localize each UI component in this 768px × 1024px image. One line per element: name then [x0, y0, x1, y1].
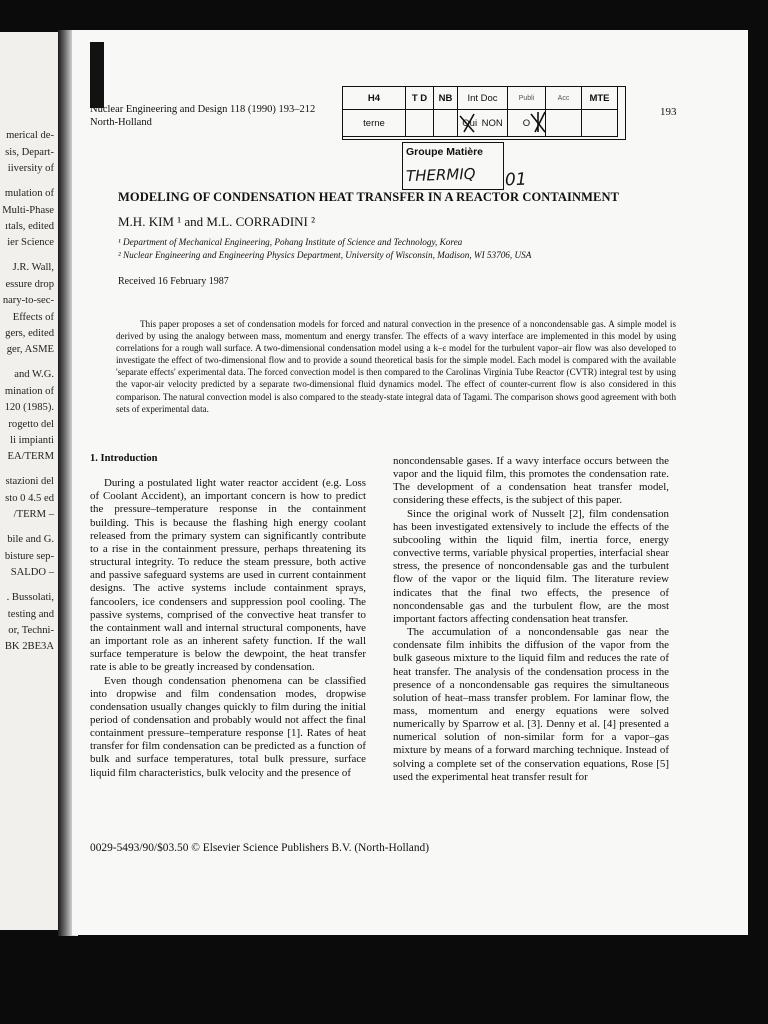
paragraph: Since the original work of Nusselt [2], film condensation has been investigated extensively to include the effects of the subcooling within the liquid film, inertia force, energy convective terms, variable physical properties, interfacial shear stress, the presence of noncondensable gas and the turbulent flow of the vapor or the liquid film. The literature review indicates that the final two effects, the presence of noncondensable gas and the turbulent flow, are the most important factors affecting condensation heat transfer. — [393, 507, 669, 625]
scan-binding-shadow — [90, 42, 104, 108]
adjacent-page-line: iiversity of — [7, 163, 54, 174]
adjacent-page-line: and W.G. — [14, 369, 54, 380]
adjacent-page-line: testing and — [7, 609, 54, 620]
adjacent-page-line: . Bussolati, — [6, 592, 54, 603]
groupe-matiere-label: Groupe Matière — [406, 146, 484, 158]
paragraph: During a postulated light water reactor accident (e.g. Loss of Coolant Accident), an important concern is how to predict the pressure–temperature response in the containment building. This is because the flashing high energy coolant released from the primary system can significantly contribute to a rise in the containment pressure, perhaps threatening its structural integrity. To reduce the steam pressure, both active and passive safeguard systems are used in current containment designs. The active systems include containment sprays, fancoolers, ice condensers and suppression pool cooling. The passive systems, comprised of the convective heat transfer to the containment wall and internal structural components, have an important role as an inherent safety function. If the wall surface temperature is below the dewpoint, the heat transfer rate is able to be greatly increased by condensation. — [90, 477, 366, 674]
adjacent-page-line: or, Techni- — [8, 625, 54, 636]
copyright-footer: 0029-5493/90/$03.50 © Elsevier Science Publishers B.V. (North-Holland) — [90, 842, 430, 854]
stamp-cell-int-doc: Int Doc — [458, 87, 508, 110]
adjacent-page-line: ger, ASME — [6, 344, 54, 355]
adjacent-page-line: Effects of — [12, 312, 54, 323]
stamp-cell-empty — [434, 110, 458, 137]
adjacent-page-line: bile and G. — [7, 534, 54, 545]
adjacent-page-line: sis, Depart- — [5, 147, 54, 158]
check-mark-icon — [458, 112, 476, 134]
stamp-cell-acc: Acc — [546, 87, 582, 110]
paragraph: noncondensable gases. If a wavy interface occurs between the vapor and the liquid film, this promotes the condensation rate. The development of a condensation heat transfer model, considering these effects, is the subject of this paper. — [393, 455, 669, 507]
left-column — [90, 452, 366, 780]
routing-stamp-table — [342, 86, 626, 140]
handwritten-code: THERMIQ — [405, 164, 476, 186]
handwritten-number: 01 — [504, 169, 527, 191]
adjacent-page-line: mination of — [4, 386, 54, 397]
section-heading: 1. Introduction — [90, 453, 158, 464]
paragraph: Even though condensation phenomena can be classified into dropwise and film condensation modes, dropwise condensation usually changes quickly to film during the initial period of condensation and probably would not affect the final containment pressure–temperature response [1]. Rates of heat transfer for film condensation can be predicted as a function of bulk and surface temperatures, total bulk pressure, surface liquid film characteristics, bulk velocity and the presence of — [90, 674, 366, 779]
stamp-cell-mte: MTE — [582, 87, 618, 110]
journal-citation — [90, 103, 315, 129]
stamp-oui-label: Oui — [462, 117, 478, 129]
adjacent-page-line: stazioni del — [5, 476, 54, 487]
affiliation-2: ² Nuclear Engineering and Engineering Physics Department, University of Wisconsin, Madison, WI 53706, USA — [118, 250, 532, 260]
stamp-o: O — [522, 117, 531, 129]
page-number: 193 — [660, 106, 677, 118]
adjacent-page-line: EA/TERM — [7, 451, 54, 462]
adjacent-page-fragment — [0, 32, 58, 930]
cross-mark-icon — [528, 110, 548, 134]
article-title: MODELING OF CONDENSATION HEAT TRANSFER IN A REACTOR CONTAINMENT — [118, 190, 620, 204]
adjacent-page-line: li impianti — [10, 435, 54, 446]
affiliation-1: ¹ Department of Mechanical Engineering, Pohang Institute of Science and Technology, Korea — [118, 237, 463, 247]
adjacent-page-line: /TERM – — [13, 509, 54, 520]
stamp-cell-o — [508, 110, 546, 137]
adjacent-page-line: J.R. Wall, — [12, 262, 54, 273]
stamp-cell-oui-non — [458, 110, 508, 137]
adjacent-page-line: rogetto del — [8, 419, 54, 430]
stamp-cell-empty — [406, 110, 434, 137]
stamp-cell-publi: Publi — [508, 87, 546, 110]
adjacent-page-line: bisture sep- — [4, 551, 54, 562]
adjacent-page-line: ier Science — [7, 237, 54, 248]
adjacent-page-line: essure drop — [5, 279, 54, 290]
adjacent-page-line: nary-to-sec- — [2, 295, 54, 306]
adjacent-page-line: 120 (1985). — [4, 402, 54, 413]
adjacent-page-line: ıtals, edited — [5, 221, 54, 232]
article-authors: M.H. KIM ¹ and M.L. CORRADINI ² — [118, 214, 316, 229]
stamp-cell-nb: NB — [434, 87, 458, 110]
right-column — [393, 455, 669, 784]
adjacent-page-line: gers, edited — [5, 328, 54, 339]
stamp-oui — [462, 118, 477, 129]
abstract: This paper proposes a set of condensation models for forced and natural convection in the presence of a noncondensable gas. A simple model is derived by using the analogy between mass, momentum and energy transfer. The effects of a wavy interface are implemented in this model by using correlations for a rough wall surface. A two-dimensional condensation model using a k–ε model for the turbulent vapor–air flow was also developed to investigate the effect of two-dimensional flow and to provide a sound theoretical basis for the simple model. Each model is compared with the available 'separate effects' experimental data. The forced convection model is then compared to the Carolinas Virginia Tube Reactor (CVTR) integral test by using the vapor-air velocity predicted by a separate two-dimensional fluid dynamics model. The effect of counter-current flow is also considered in this comparison. The natural convection model is also compared to the steady-state integral data of Tagami. The comparison shows good agreement with both sets of experimental data. — [116, 319, 676, 414]
journal-line-1: Nuclear Engineering and Design 118 (1990) 193–212 — [90, 104, 316, 115]
stamp-cell-h4: H4 — [343, 87, 406, 110]
adjacent-page-line: Multi-Phase — [2, 205, 54, 216]
stamp-cell-empty — [546, 110, 582, 137]
stamp-cell-terne: terne — [343, 110, 406, 137]
adjacent-page-line: mulation of — [4, 188, 54, 199]
adjacent-page-line: sto 0 4.5 ed — [5, 493, 54, 504]
paragraph: The accumulation of a noncondensable gas near the condensate film inhibits the diffusion of the vapor from the bulk gaseous mixture to the liquid film and reduces the rate of heat transfer. The analysis of the condensation process in the presence of a noncondensable gas requires the simultaneous solution of heat–mass transfer problem. For laminar flow, the mass, momentum and energy equations were solved numerically by Sparrow et al. [3]. Denny et al. [4] presented a numerical solution of non-similar form for a vapor–gas mixture by means of a forward marching technique. Instead of solving a complete set of the conservation equations, Rose [5] used the experimental heat transfer result for — [393, 626, 669, 783]
received-date: Received 16 February 1987 — [118, 276, 229, 287]
journal-line-2: North-Holland — [90, 117, 152, 128]
adjacent-page-line: BK 2BE3A — [4, 641, 54, 652]
stamp-cell-empty — [582, 110, 618, 137]
stamp-non: NON — [481, 117, 503, 129]
adjacent-page-line: SALDO – — [10, 567, 54, 578]
adjacent-page-line: merical de- — [6, 130, 54, 141]
stamp-cell-td: T D — [406, 87, 434, 110]
